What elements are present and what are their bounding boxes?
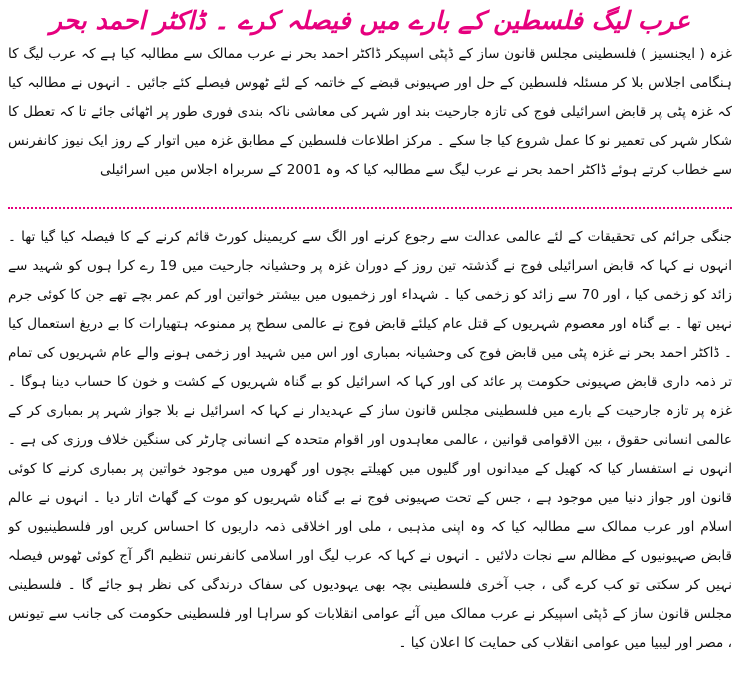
- article-headline: عرب لیگ فلسطین کے بارے میں فیصلہ کرے ۔ ڈاکٹر احمد بحر: [49, 6, 691, 35]
- dotted-separator: [8, 207, 732, 209]
- article-paragraph-2: جنگی جرائم کی تحقیقات کے لئے عالمی عدالت سے رجوع کرنے اور الگ سے کریمینل کورٹ قائم کرنے کے کا فیصلہ کیا گیا تھا ۔ انہوں نے کہا کہ قابض اسرائیلی فوج نے گذشتہ تین روز کے دوران غزہ پر وحشیانہ جارحیت میں 19 رے کرا ہوں کو شہید سے زائد کو زخمی کیا ، اور 70 سے زائد کو زخمی کیا ۔ شہداء اور زخمیوں میں بیشتر خواتین اور کم عمر بچے تھے جن کا کوئی جرم نہیں تھا ۔ بے گناہ اور معصوم شہریوں کے قتل عام کیلئے قابض فوج نے عالمی سطح پر ممنوعہ ہتھیارات کا بے دریغ استعمال کیا ۔ ڈاکٹر احمد بحر نے غزہ پٹی میں قابض فوج کی وحشیانہ بمباری اور اس میں شہید اور زخمی ہونے والے عام شہریوں کی تمام تر ذمہ داری قابض صہیونی حکومت پر عائد کی اور کہا کہ اسرائیل کو بے گناہ شہریوں کے کشت و خون کا حساب دینا ہوگا ۔ غزہ پر تازہ جارحیت کے بارے میں فلسطینی مجلس قانون ساز کے عہدیدار نے کہا کہ اسرائیل نے بلا جواز شہر پر بمباری کر کے عالمی انسانی حقوق ، بین الاقوامی قوانین ، عالمی معاہدوں اور اقوام متحدہ کے انسانی چارٹر کی سنگین خلاف ورزی کی ہے ۔ انہوں نے استفسار کیا کہ کھیل کے میدانوں اور گلیوں میں کھیلتے بچوں اور گھروں میں موجود خواتین پر بمباری کرنے کا کوئی قانون اور جواز دنیا میں موجود ہے ، جس کے تحت صہیونی فوج نے بے گناہ شہریوں کو موت کے گھاٹ اتار دیا ۔ انہوں نے عالم اسلام اور عرب ممالک سے مطالبہ کیا کہ وہ اپنی مذہبی ، ملی اور اخلاقی ذمہ داریوں کا احساس کریں اور فلسطینیوں کو قابض صہیونیوں کے مظالم سے نجات دلائیں ۔ انہوں نے کہا کہ عرب لیگ اور اسلامی کانفرنس تنظیم اگر آج کوئی ٹھوس فیصلہ نہیں کر سکتی تو کب کرے گی ، جب آخری فلسطینی بچہ بھی یہودیوں کی سفاک درندگی کی نظر ہو جائے گا ۔ فلسطینی مجلس قانون ساز کے ڈپٹی اسپیکر نے عرب ممالک میں آئے عوامی انقلابات کو سراہا اور فلسطینی حکومت کی جانب سے تیونس ، مصر اور لیبیا میں عوامی انقلاب کی حمایت کا اعلان کیا ۔: [8, 229, 732, 651]
- article-paragraph-1: غزہ ( ایجنسیز ) فلسطینی مجلس قانون ساز کے ڈپٹی اسپیکر ڈاکٹر احمد بحر نے عرب ممالک سے مطالبہ کیا ہے کہ عرب لیگ کا ہنگامی اجلاس بلا کر مسئلہ فلسطین کے حل اور صہیونی قبضے کے خاتمہ کے لئے ٹھوس فیصلے کئے جائیں ۔ انہوں نے مطالبہ کیا کہ غزہ پٹی پر قابض اسرائیلی فوج کی تازہ جارحیت بند اور شہر کی معاشی ناکہ بندی فوری طور پر اٹھائی جائے تا کہ تعطل کا شکار شہر کی تعمیر نو کا عمل شروع کیا جا سکے ۔ مرکز اطلاعات فلسطین کے مطابق غزہ میں اتوار کے روز ایک نیوز کانفرنس سے خطاب کرتے ہوئے ڈاکٹر احمد بحر نے عرب لیگ سے مطالبہ کیا کہ وہ 2001 کے سربراہ اجلاس میں اسرائیلی: [8, 46, 732, 178]
